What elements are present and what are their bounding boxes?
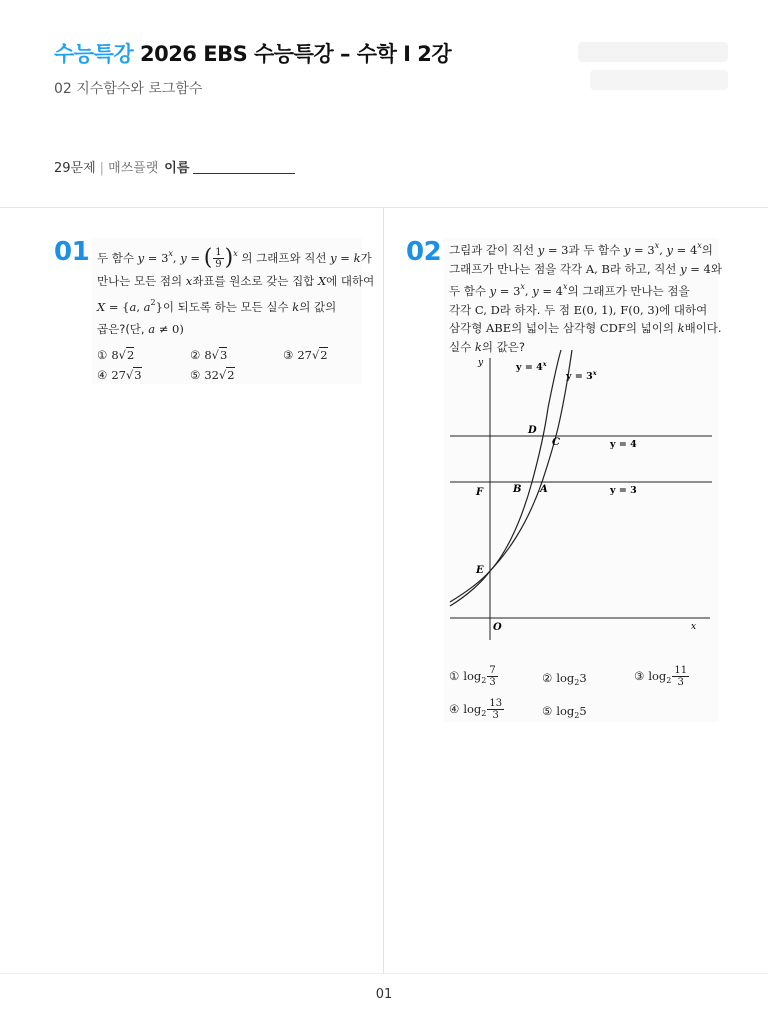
- choice-number: ②: [190, 348, 201, 362]
- question-text: [449, 237, 722, 356]
- choice-number: ③: [634, 669, 645, 683]
- text-span: 의 넓이는 삼각형: [511, 321, 600, 335]
- text-span: 두 함수: [97, 251, 138, 265]
- text-line: [97, 270, 374, 292]
- problem-count: 29문제: [54, 161, 96, 176]
- meta-separator: |: [99, 161, 105, 176]
- curve-label-exponent: x: [542, 360, 547, 368]
- choice-log-argument: 5: [579, 704, 587, 718]
- section-subtitle: 02 지수함수와 로그함수: [54, 81, 203, 97]
- choice-coefficient: 32: [204, 368, 219, 382]
- fraction-numerator: 7: [489, 665, 496, 676]
- text-span: 의 값은?: [481, 339, 525, 354]
- fraction-numerator: 13: [489, 698, 503, 709]
- point-F-label: F: [476, 487, 484, 498]
- choice-number: ⑤: [542, 704, 553, 718]
- choice-log-base: 2: [481, 676, 487, 685]
- text-span: 에 대하여: [659, 302, 708, 317]
- math-var: y: [180, 251, 187, 265]
- math-var: x: [185, 274, 193, 288]
- choice-log: log: [463, 702, 482, 716]
- math-text: ABE: [485, 321, 512, 335]
- choice-log: log: [556, 671, 575, 685]
- math-exponent: x: [233, 249, 238, 258]
- math-var: y: [537, 243, 545, 257]
- point-D-label: D: [528, 425, 537, 436]
- math-var: y: [532, 284, 539, 298]
- fraction: [213, 247, 223, 270]
- sqrt-sign: √: [211, 348, 219, 362]
- math-exponent: x: [168, 249, 173, 258]
- fraction: [487, 698, 504, 721]
- line-y3-label: y = 3: [610, 485, 637, 496]
- choice-log-base: 2: [481, 709, 487, 718]
- math-var: X: [97, 300, 106, 314]
- text-line: [449, 319, 722, 338]
- choice-log: log: [463, 669, 482, 683]
- curve-y-3x: [450, 350, 572, 606]
- title-text: 2026 EBS 수능특강 – 수학 I 2강: [139, 42, 452, 66]
- math-text: = 3: [630, 243, 655, 257]
- text-span: 실수: [449, 339, 475, 354]
- math-text: }: [155, 300, 163, 314]
- name-label: 이름: [164, 161, 190, 176]
- math-exponent: x: [697, 241, 702, 250]
- math-text: = 3: [544, 243, 569, 257]
- choice-radicand: 2: [227, 368, 235, 382]
- choice-coefficient: 27: [111, 368, 126, 382]
- math-text: =: [186, 251, 204, 265]
- math-var: a: [129, 300, 137, 314]
- choice-coefficient: 8: [111, 348, 119, 362]
- choice-number: ①: [449, 669, 460, 683]
- text-span: 그래프가 만나는 점을 각각: [449, 261, 586, 276]
- answer-choice[interactable]: [97, 368, 142, 382]
- page-number: 01: [375, 987, 393, 1002]
- curve-label-exponent: x: [592, 369, 597, 377]
- sqrt-sign: √: [125, 368, 134, 382]
- choice-number: ⑤: [190, 368, 201, 382]
- math-exponent: x: [654, 241, 660, 250]
- answer-choice[interactable]: [449, 698, 505, 721]
- choice-number: ①: [97, 348, 108, 362]
- brand-name: 수능특강: [54, 42, 134, 66]
- text-line: [97, 292, 374, 318]
- math-text: C, D: [474, 302, 500, 317]
- math-text: ≠ 0): [155, 322, 184, 336]
- answer-choice[interactable]: [542, 704, 587, 720]
- y-axis-label: y: [478, 358, 484, 368]
- answer-choice[interactable]: [542, 671, 587, 687]
- math-text: = 4: [538, 284, 563, 298]
- text-span: 의 값의: [299, 300, 337, 314]
- answer-choice[interactable]: [283, 348, 328, 362]
- question-number: 02: [406, 237, 442, 267]
- text-span: 가: [360, 251, 372, 265]
- exponential-graph: [446, 348, 716, 643]
- point-C-label: C: [552, 437, 560, 448]
- text-span: 의 그래프가 만나는 점을: [567, 284, 690, 298]
- choice-number: ③: [283, 348, 294, 362]
- sqrt-sign: √: [218, 368, 227, 382]
- text-span: 삼각형: [449, 321, 486, 335]
- sqrt-sign: √: [118, 348, 126, 362]
- choice-log: log: [648, 669, 667, 683]
- fraction: [487, 665, 497, 688]
- text-span: 각각: [449, 302, 475, 317]
- x-axis-label: x: [691, 622, 697, 632]
- choice-number: ④: [97, 368, 108, 382]
- worksheet-meta: [54, 157, 295, 176]
- document-title: [54, 38, 451, 68]
- text-line: [449, 301, 722, 320]
- fraction-denominator: 3: [489, 677, 496, 688]
- choice-log-base: 2: [574, 678, 580, 687]
- text-span: 만나는 모든 점의: [97, 274, 186, 288]
- text-span: 그림과 같이 직선: [449, 243, 538, 257]
- answer-choice[interactable]: [97, 348, 134, 362]
- choice-coefficient: 27: [297, 348, 312, 362]
- choice-coefficient: 8: [204, 348, 212, 362]
- divider-bottom: [0, 973, 768, 974]
- point-E-label: E: [476, 565, 484, 576]
- math-var: a: [143, 300, 151, 314]
- text-span: 배이다.: [684, 321, 722, 335]
- sqrt-sign: √: [311, 348, 320, 362]
- question-number: 01: [54, 237, 90, 267]
- left-paren: (: [203, 245, 213, 271]
- curve-4x-label: [515, 360, 547, 373]
- math-text: A, B: [585, 261, 610, 276]
- choice-number: ②: [542, 671, 553, 685]
- choice-log-base: 2: [666, 676, 672, 685]
- math-var: y: [137, 251, 145, 265]
- math-var: X: [317, 274, 327, 288]
- fraction: [672, 665, 689, 688]
- text-span: 두 함수: [449, 284, 490, 298]
- fraction-numerator: 11: [674, 665, 688, 676]
- math-text: = {: [105, 300, 130, 314]
- math-var: y: [330, 251, 337, 265]
- math-text: = 3: [496, 284, 521, 298]
- text-line: [97, 318, 374, 340]
- math-text: ,: [524, 284, 533, 298]
- divider-top: [0, 207, 768, 208]
- fraction-numerator: 1: [215, 247, 222, 258]
- math-exponent: x: [520, 282, 525, 291]
- answer-choice[interactable]: [634, 665, 690, 688]
- text-line: [97, 243, 374, 270]
- answer-choice[interactable]: [190, 348, 227, 362]
- column-divider: [383, 207, 384, 973]
- fraction-denominator: 9: [215, 259, 222, 270]
- curve-label-text: y = 3: [566, 371, 593, 382]
- text-span: 과 두 함수: [568, 243, 624, 257]
- fraction-denominator: 3: [677, 677, 684, 688]
- choice-radicand: 2: [320, 348, 328, 362]
- text-span: 와: [710, 261, 722, 276]
- math-var: k: [474, 339, 482, 354]
- choice-log-argument: 3: [579, 671, 587, 685]
- math-var: k: [677, 321, 685, 335]
- choice-radicand: 3: [134, 368, 142, 382]
- math-text: =: [336, 251, 354, 265]
- math-text: ,: [136, 300, 144, 314]
- question-text: [97, 243, 374, 340]
- answer-choice[interactable]: [190, 368, 235, 382]
- text-line: [449, 260, 722, 279]
- math-var: a: [148, 322, 156, 336]
- choice-radicand: 3: [219, 348, 228, 362]
- text-span: 곱은?(단,: [97, 322, 149, 336]
- text-span: 좌표를 원소로 갖는 집합: [192, 274, 318, 288]
- origin-label: O: [493, 622, 502, 633]
- point-A-label: A: [540, 484, 548, 495]
- math-var: k: [292, 300, 300, 314]
- math-text: = 3: [144, 251, 169, 265]
- source-name: 매쓰플랫: [108, 161, 159, 176]
- blurred-watermark: [578, 38, 728, 96]
- math-var: y: [666, 243, 673, 257]
- math-text: = 4: [673, 243, 698, 257]
- line-y4-label: y = 4: [610, 439, 637, 450]
- math-text: = 4: [686, 261, 711, 276]
- curve-label-text: y = 4: [516, 362, 543, 373]
- math-var: y: [489, 284, 497, 298]
- text-line: [449, 237, 722, 260]
- choice-number: ④: [449, 702, 460, 716]
- point-B-label: B: [513, 484, 522, 495]
- math-text: CDF: [599, 321, 626, 335]
- text-line: [449, 278, 722, 301]
- math-var: y: [680, 261, 687, 276]
- text-span: 의 그래프와 직선: [237, 251, 331, 265]
- math-text: E(0, 1), F(0, 3): [573, 302, 660, 317]
- fraction-denominator: 3: [492, 710, 499, 721]
- text-span: 의 넓이의: [625, 321, 678, 335]
- math-text: ,: [659, 243, 667, 257]
- math-text: ,: [172, 251, 181, 265]
- math-var: k: [353, 251, 361, 265]
- choice-log: log: [556, 704, 575, 718]
- math-var: y: [623, 243, 631, 257]
- text-span: 에 대하여: [326, 274, 375, 288]
- answer-choice[interactable]: [449, 665, 499, 688]
- curve-3x-label: [565, 369, 597, 382]
- text-span: 라 하자. 두 점: [499, 302, 574, 317]
- text-span: 라 하고, 직선: [609, 261, 681, 276]
- math-exponent: 2: [150, 298, 156, 307]
- text-span: 의: [701, 243, 713, 257]
- math-exponent: x: [563, 282, 568, 291]
- choice-radicand: 2: [126, 348, 135, 362]
- name-blank-line: [193, 173, 295, 174]
- right-paren: ): [224, 245, 234, 271]
- choice-log-base: 2: [574, 711, 580, 720]
- text-span: 이 되도록 하는 모든 실수: [162, 300, 293, 314]
